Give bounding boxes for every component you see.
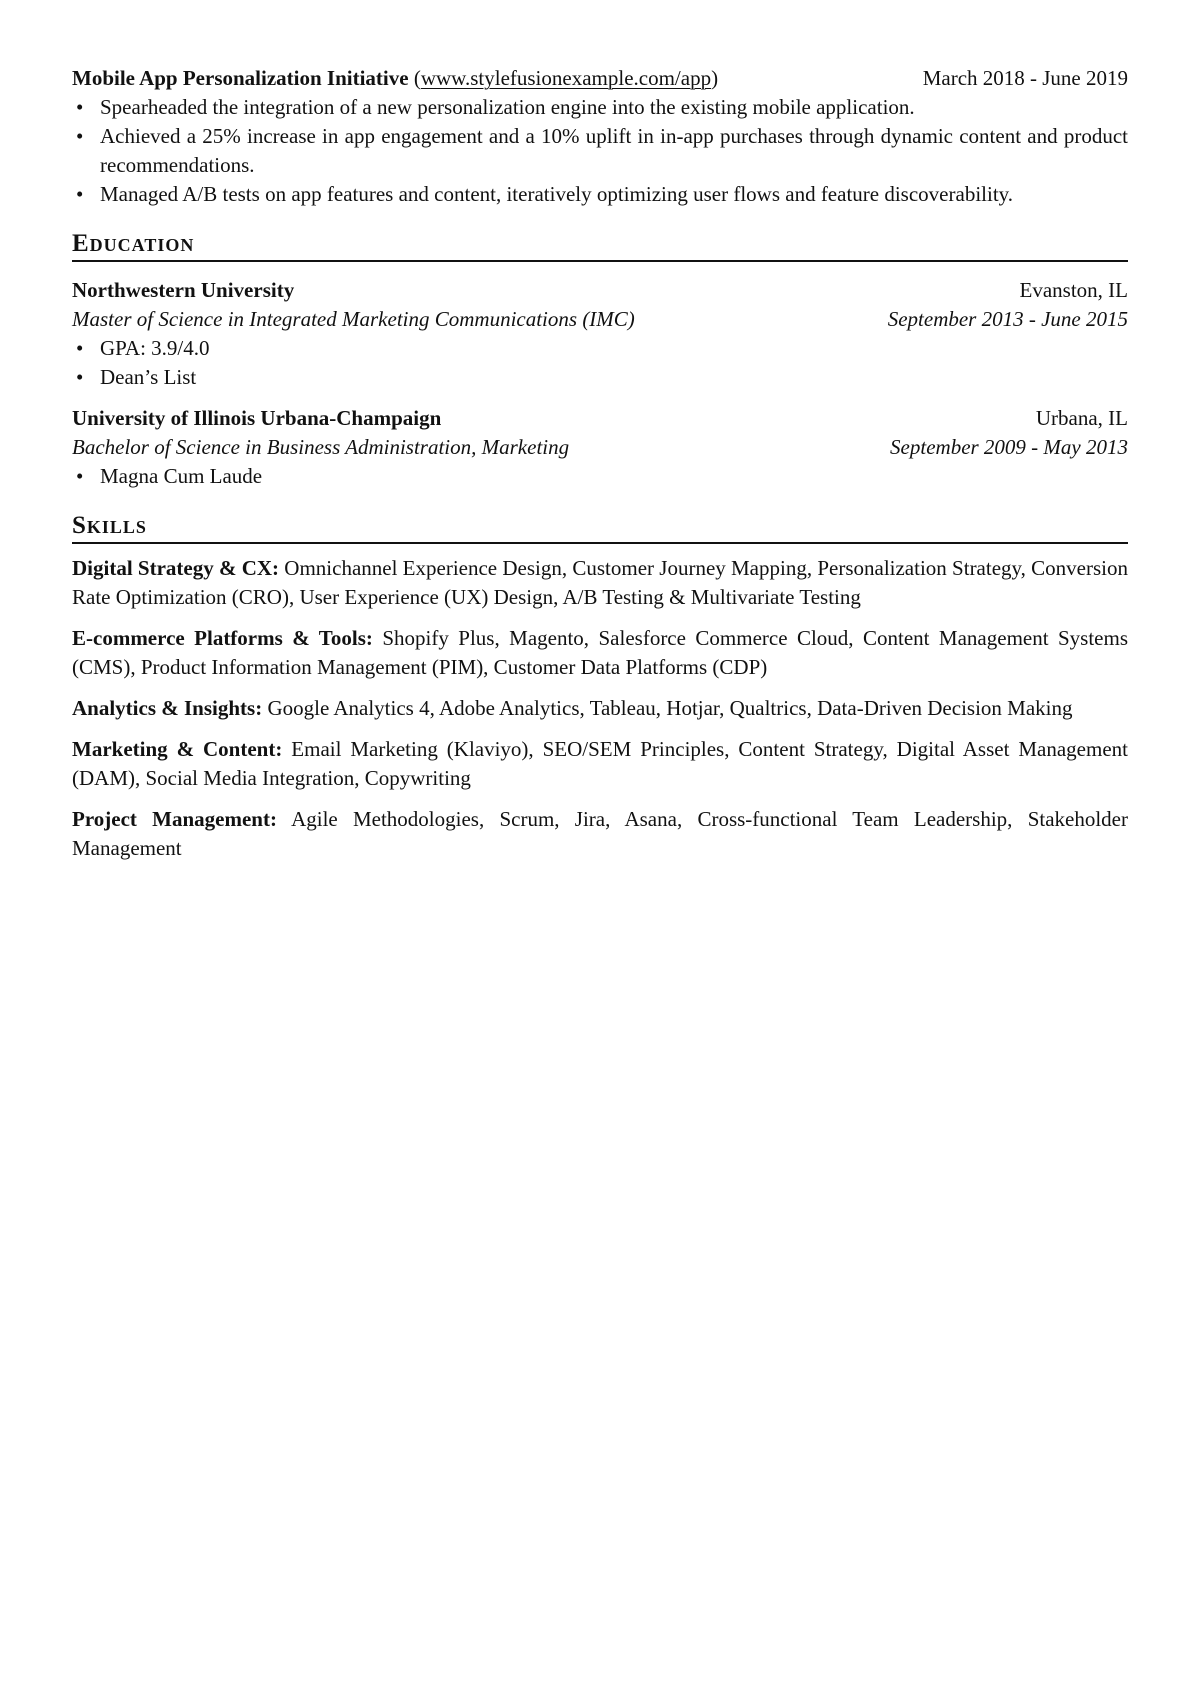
bullet-icon: • (76, 464, 84, 488)
skill-label: Marketing & Content: (72, 737, 283, 761)
skill-item (72, 624, 1128, 682)
project-bullets (72, 93, 1128, 209)
skill-label: Project Management: (72, 807, 277, 831)
bullet-icon: • (76, 95, 84, 119)
degree-name: Bachelor of Science in Business Administration, Marketing (72, 435, 570, 459)
project-dates: March 2018 - June 2019 (922, 66, 1128, 90)
skill-text: Google Analytics 4, Adobe Analytics, Tableau, Hotjar, Qualtrics, Data-Driven Decision Making (267, 696, 1073, 720)
detail-text: GPA: 3.9/4.0 (100, 336, 210, 360)
skill-item (72, 805, 1128, 863)
skill-label: Digital Strategy & CX: (72, 556, 280, 580)
skills-list (72, 554, 1128, 863)
skill-item (72, 554, 1128, 612)
bullet-icon: • (76, 336, 84, 360)
education-entry-subheader (72, 433, 1128, 462)
bullet-text: Managed A/B tests on app features and content, iteratively optimizing user flows and feature discoverability. (100, 182, 1014, 206)
skill-text: Agile Methodologies, Scrum, Jira, Asana, Cross-functional Team Leadership, Stakeholder Management (72, 807, 1128, 860)
skill-text: Shopify Plus, Magento, Salesforce Commerce Cloud, Content Management Systems (CMS), Product Information Management (PIM), Customer Data Platforms (CDP) (72, 626, 1129, 679)
education-entry-header (72, 276, 1128, 305)
project-title-line (72, 64, 718, 93)
bullet-text: Achieved a 25% increase in app engagement and a 10% uplift in in-app purchases through dynamic content and product recommendations. (100, 124, 1128, 177)
skill-text: Email Marketing (Klaviyo), SEO/SEM Principles, Content Strategy, Digital Asset Management (DAM), Social Media Integration, Copywriting (72, 737, 1128, 790)
education-entry (72, 276, 1128, 392)
skill-item (72, 694, 1128, 723)
education-entry-subheader (72, 305, 1128, 334)
education-entry-header (72, 404, 1128, 433)
list-item (72, 93, 1128, 122)
education-details (72, 334, 1128, 392)
list-item (72, 334, 1128, 363)
bullet-icon: • (76, 124, 84, 148)
degree-dates: September 2013 - June 2015 (887, 307, 1128, 331)
detail-text: Magna Cum Laude (100, 464, 263, 488)
education-entry (72, 404, 1128, 491)
list-item (72, 180, 1128, 209)
school-location: Evanston, IL (1019, 278, 1128, 302)
school-name: Northwestern University (72, 278, 295, 302)
bullet-text: Spearheaded the integration of a new personalization engine into the existing mobile application. (100, 95, 915, 119)
education-details (72, 462, 1128, 491)
degree-name: Master of Science in Integrated Marketing Communications (IMC) (72, 307, 635, 331)
project-link[interactable]: www.stylefusionexample.com/app (420, 66, 712, 90)
resume-page (72, 64, 1128, 875)
degree-dates: September 2009 - May 2013 (890, 435, 1128, 459)
bullet-icon: • (76, 182, 84, 206)
skills-heading: Skills (72, 511, 1128, 544)
school-location: Urbana, IL (1035, 406, 1128, 430)
school-name: University of Illinois Urbana-Champaign (72, 406, 442, 430)
project-entry (72, 64, 1128, 209)
skill-label: Analytics & Insights: (72, 696, 263, 720)
project-link-open: ( (413, 66, 421, 90)
skill-text: Omnichannel Experience Design, Customer Journey Mapping, Personalization Strategy, Conversion Rate Optimization (CRO), User Experience (UX) Design, A/B Testing & Multivariate Testing (72, 556, 1128, 609)
education-heading: Education (72, 229, 1128, 262)
bullet-icon: • (76, 365, 84, 389)
project-header (72, 64, 1128, 93)
list-item (72, 462, 1128, 491)
project-title: Mobile App Personalization Initiative (72, 66, 409, 90)
project-link-close: ) (711, 66, 719, 90)
skill-item (72, 735, 1128, 793)
skill-label: E-commerce Platforms & Tools: (72, 626, 373, 650)
list-item (72, 122, 1128, 180)
list-item (72, 363, 1128, 392)
detail-text: Dean’s List (100, 365, 197, 389)
